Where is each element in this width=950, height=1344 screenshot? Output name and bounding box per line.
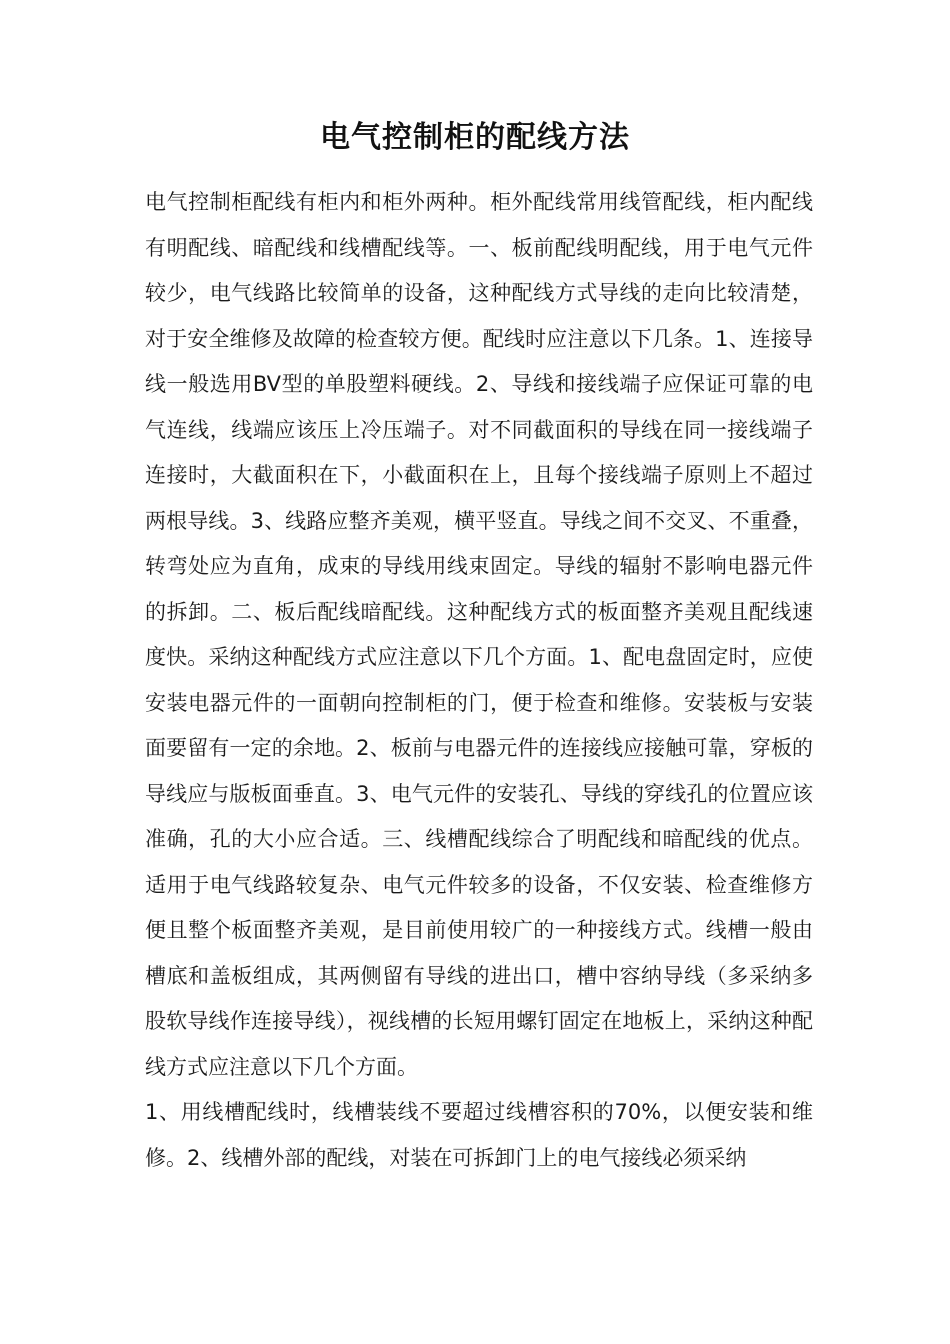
document-body — [145, 180, 813, 1181]
document-title: 电气控制柜的配线方法 — [320, 120, 630, 155]
body-paragraph-1: 电气控制柜配线有柜内和柜外两种。柜外配线常用线管配线，柜内配线有明配线、暗配线和线槽配线等。一、板前配线明配线，用于电气元件较少，电气线路比较简单的设备，这种配线方式导线的走向比较清楚，对于安全维修及故障的检查较方便。配线时应注意以下几条。1、连接导线一般选用BV型的单股塑料硬线。2、导线和接线端子应保证可靠的电气连线，线端应该压上冷压端子。对不同截面积的导线在同一接线端子连接时，大截面积在下，小截面积在上，且每个接线端子原则上不超过两根导线。3、线路应整齐美观，横平竖直。导线之间不交叉、不重叠，转弯处应为直角，成束的导线用线束固定。导线的辐射不影响电器元件的拆卸。二、板后配线暗配线。这种配线方式的板面整齐美观且配线速度快。采纳这种配线方式应注意以下几个方面。1、配电盘固定时，应使安装电器元件的一面朝向控制柜的门，便于检查和维修。安装板与安装面要留有一定的余地。2、板前与电器元件的连接线应接触可靠，穿板的导线应与版板面垂直。3、电气元件的安装孔、导线的穿线孔的位置应该准确，孔的大小应合适。三、线槽配线综合了明配线和暗配线的优点。适用于电气线路较复杂、电气元件较多的设备，不仅安装、检查维修方便且整个板面整齐美观，是目前使用较广的一种接线方式。线槽一般由槽底和盖板组成，其两侧留有导线的进出口，槽中容纳导线（多采纳多股软导线作连接导线），视线槽的长短用螺钉固定在地板上，采纳这种配线方式应注意以下几个方面。 — [145, 190, 813, 1079]
body-paragraph-2: 1、用线槽配线时，线槽装线不要超过线槽容积的70%，以便安装和维修。2、线槽外部的配线，对装在可拆卸门上的电气接线必须采纳 — [145, 1100, 813, 1170]
